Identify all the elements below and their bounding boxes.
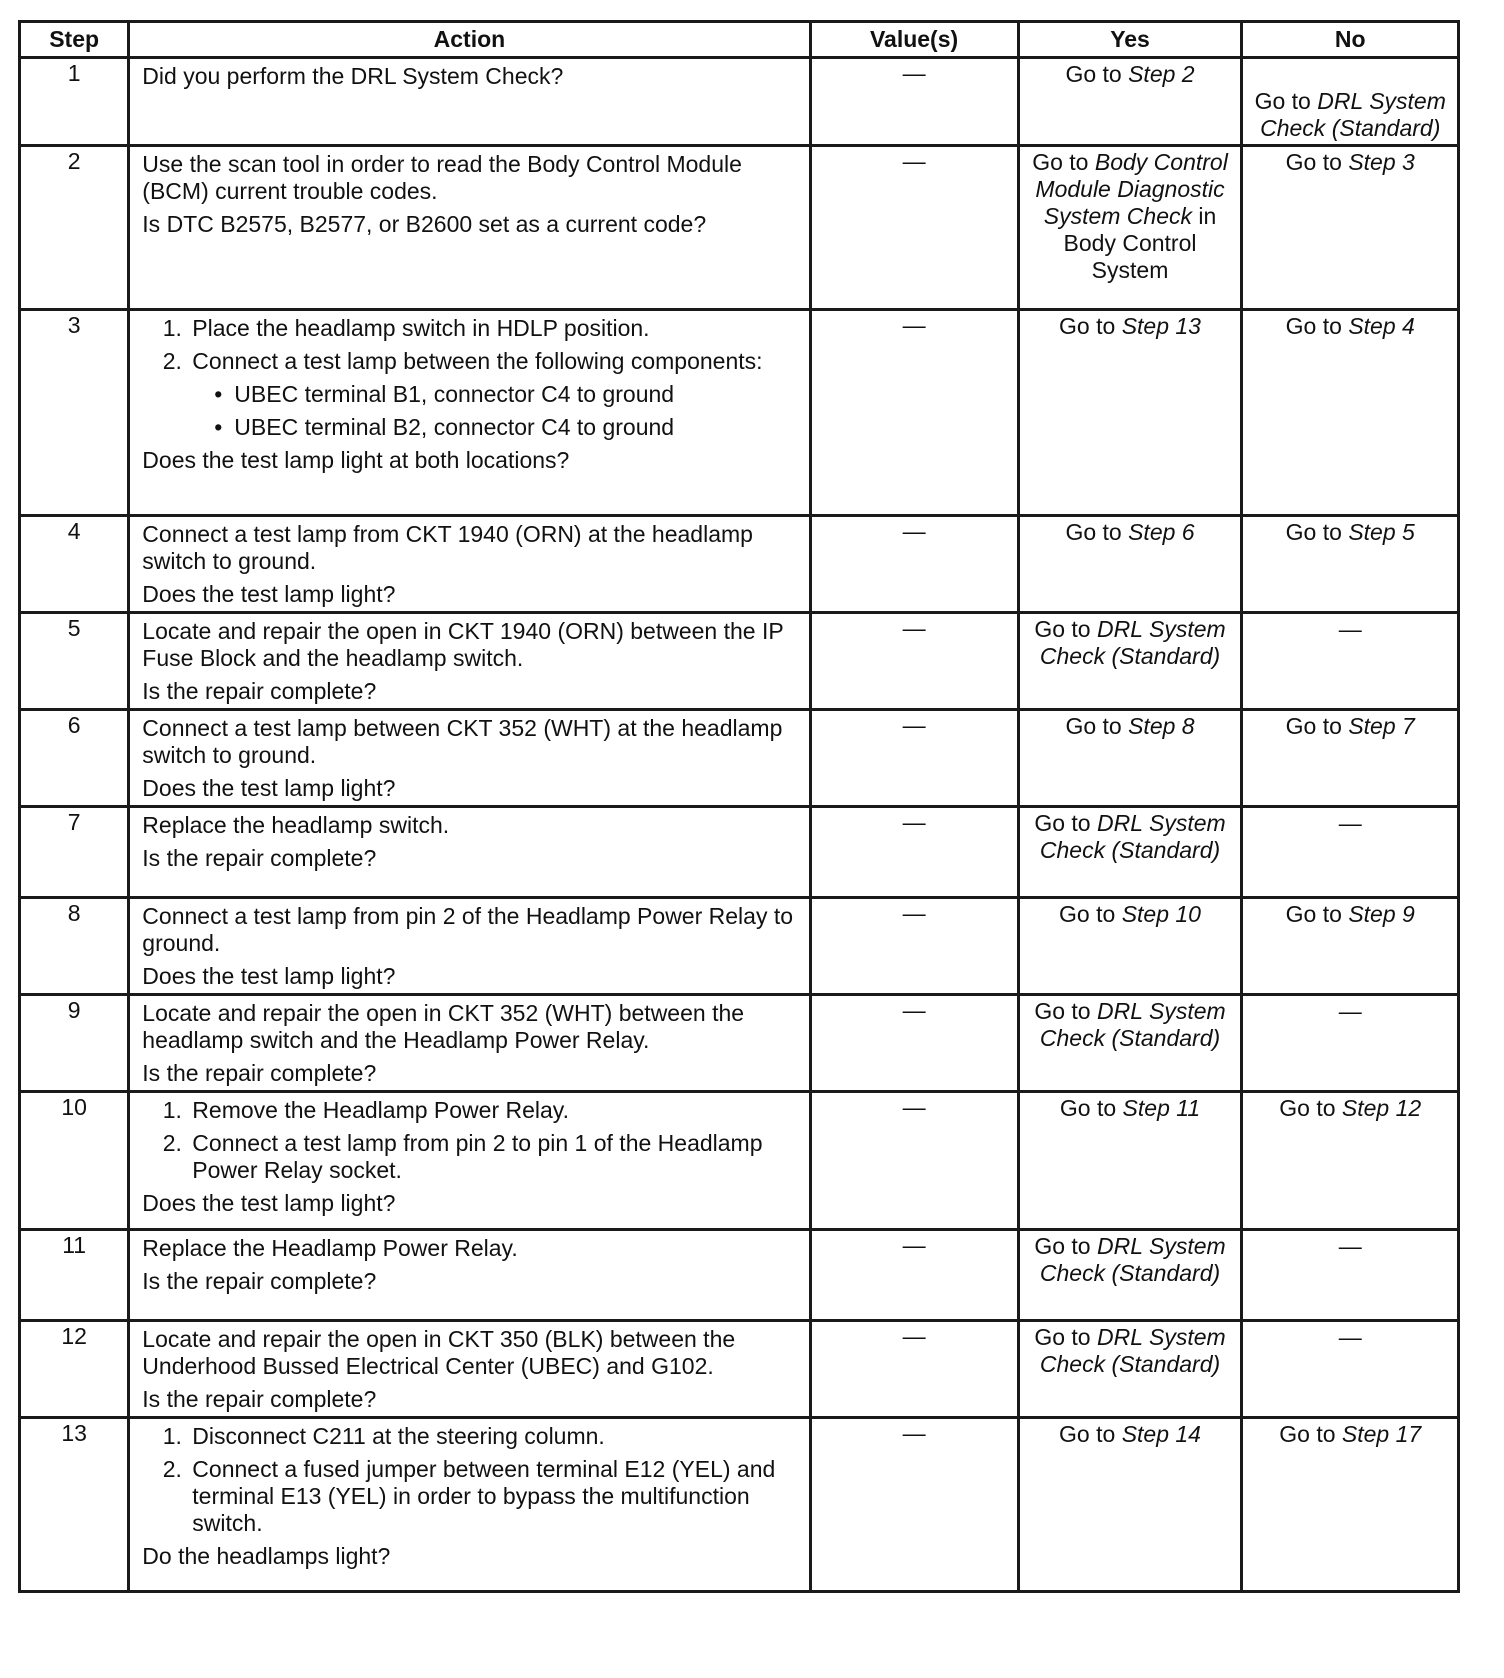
yes-cell: Go to DRL System Check (Standard) (1018, 1321, 1242, 1418)
action-cell (129, 58, 810, 146)
action-instruction: Use the scan tool in order to read the Body Control Module (BCM) current trouble codes. (142, 151, 742, 204)
action-question: Is the repair complete? (142, 1386, 377, 1412)
yes-cell: Go to DRL System Check (Standard) (1018, 807, 1242, 898)
step-number: 10 (20, 1092, 129, 1230)
action-question: Does the test lamp light? (142, 775, 396, 801)
table-row (20, 1418, 1459, 1592)
action-cell (129, 516, 810, 613)
value-cell: — (810, 898, 1018, 995)
yes-cell: Go to Step 11 (1018, 1092, 1242, 1230)
no-cell: — (1242, 1321, 1459, 1418)
action-cell (129, 146, 810, 310)
value-cell: — (810, 1092, 1018, 1230)
table-row (20, 807, 1459, 898)
action-cell (129, 310, 810, 516)
step-number: 1 (20, 58, 129, 146)
step-number: 9 (20, 995, 129, 1092)
yes-cell: Go to Step 2 (1018, 58, 1242, 146)
table-row (20, 146, 1459, 310)
action-question: Does the test lamp light at both locations? (142, 447, 570, 473)
action-step: 2. Connect a test lamp from pin 2 to pin 1 of the Headlamp Power Relay socket. (188, 1130, 800, 1184)
action-substeps (192, 381, 800, 441)
step-number: 5 (20, 613, 129, 710)
action-question: Does the test lamp light? (142, 581, 396, 607)
action-step: 1. Place the headlamp switch in HDLP position. (188, 315, 800, 342)
action-substep: • UBEC terminal B2, connector C4 to ground (230, 414, 800, 441)
table-row (20, 710, 1459, 807)
value-cell: — (810, 1418, 1018, 1592)
diagnostic-table (18, 20, 1460, 1593)
no-cell: — (1242, 807, 1459, 898)
no-cell: Go to Step 9 (1242, 898, 1459, 995)
table-row (20, 898, 1459, 995)
step-number: 6 (20, 710, 129, 807)
action-cell (129, 1092, 810, 1230)
table-row (20, 1321, 1459, 1418)
action-question: Is the repair complete? (142, 1268, 377, 1294)
action-cell (129, 807, 810, 898)
value-cell: — (810, 807, 1018, 898)
table-row (20, 1230, 1459, 1321)
action-steps (142, 1097, 800, 1184)
action-question: Does the test lamp light? (142, 1190, 396, 1216)
step-number: 13 (20, 1418, 129, 1592)
no-cell: Go to Step 7 (1242, 710, 1459, 807)
action-question: Is the repair complete? (142, 845, 377, 871)
header-yes: Yes (1018, 22, 1242, 58)
action-question: Did you perform the DRL System Check? (142, 63, 564, 89)
action-instruction: Connect a test lamp from CKT 1940 (ORN) at the headlamp switch to ground. (142, 521, 753, 574)
table-row (20, 516, 1459, 613)
no-cell: Go to Step 12 (1242, 1092, 1459, 1230)
action-steps (142, 1423, 800, 1537)
value-cell: — (810, 710, 1018, 807)
no-cell: Go to Step 5 (1242, 516, 1459, 613)
yes-cell: Go to Step 6 (1018, 516, 1242, 613)
action-question: Do the headlamps light? (142, 1543, 391, 1569)
yes-cell: Go to Step 8 (1018, 710, 1242, 807)
step-number: 12 (20, 1321, 129, 1418)
value-cell: — (810, 146, 1018, 310)
no-cell: Go to Step 3 (1242, 146, 1459, 310)
table-row (20, 1092, 1459, 1230)
action-cell (129, 1230, 810, 1321)
no-cell: Go to Step 4 (1242, 310, 1459, 516)
header-no: No (1242, 22, 1459, 58)
action-instruction: Connect a test lamp from pin 2 of the Headlamp Power Relay to ground. (142, 903, 794, 956)
action-question: Does the test lamp light? (142, 963, 396, 989)
action-instruction: Replace the headlamp switch. (142, 812, 450, 838)
yes-cell: Go to Step 10 (1018, 898, 1242, 995)
action-cell (129, 1321, 810, 1418)
no-cell: — (1242, 613, 1459, 710)
step-number: 8 (20, 898, 129, 995)
step-number: 4 (20, 516, 129, 613)
header-values: Value(s) (810, 22, 1018, 58)
action-step: 2. Connect a fused jumper between terminal E12 (YEL) and terminal E13 (YEL) in order to bypass the multifunction switch. (188, 1456, 800, 1537)
yes-cell: Go to DRL System Check (Standard) (1018, 613, 1242, 710)
no-cell: Go to DRL System Check (Standard) (1242, 58, 1459, 146)
step-number: 3 (20, 310, 129, 516)
value-cell: — (810, 1230, 1018, 1321)
table-row (20, 310, 1459, 516)
action-instruction: Connect a test lamp between CKT 352 (WHT) at the headlamp switch to ground. (142, 715, 783, 768)
no-cell: — (1242, 995, 1459, 1092)
yes-cell: Go to DRL System Check (Standard) (1018, 1230, 1242, 1321)
value-cell: — (810, 995, 1018, 1092)
header-step: Step (20, 22, 129, 58)
action-instruction: Locate and repair the open in CKT 350 (BLK) between the Underhood Bussed Electrical Center (UBEC) and G102. (142, 1326, 736, 1379)
step-number: 7 (20, 807, 129, 898)
header-action: Action (129, 22, 810, 58)
no-cell: — (1242, 1230, 1459, 1321)
value-cell: — (810, 310, 1018, 516)
value-cell: — (810, 613, 1018, 710)
no-cell: Go to Step 17 (1242, 1418, 1459, 1592)
table-row (20, 613, 1459, 710)
yes-cell: Go to Step 13 (1018, 310, 1242, 516)
yes-cell: Go to DRL System Check (Standard) (1018, 995, 1242, 1092)
value-cell: — (810, 1321, 1018, 1418)
action-steps (142, 315, 800, 441)
action-step: 1. Disconnect C211 at the steering column. (188, 1423, 800, 1450)
action-step: 2. Connect a test lamp between the following components: • UBEC terminal B1, connector C4 to ground • UBEC terminal B2, connector C4 to ground (188, 348, 800, 441)
action-cell (129, 995, 810, 1092)
step-number: 11 (20, 1230, 129, 1321)
action-cell (129, 898, 810, 995)
action-cell (129, 613, 810, 710)
action-question: Is the repair complete? (142, 1060, 377, 1086)
table-row (20, 58, 1459, 146)
yes-cell: Go to Body Control Module Diagnostic System Check in Body Control System (1018, 146, 1242, 310)
action-instruction: Locate and repair the open in CKT 352 (WHT) between the headlamp switch and the Headlamp Power Relay. (142, 1000, 745, 1053)
table-row (20, 995, 1459, 1092)
action-substep: • UBEC terminal B1, connector C4 to ground (230, 381, 800, 408)
yes-cell: Go to Step 14 (1018, 1418, 1242, 1592)
action-instruction: Locate and repair the open in CKT 1940 (ORN) between the IP Fuse Block and the headlamp switch. (142, 618, 784, 671)
action-question: Is the repair complete? (142, 678, 377, 704)
action-cell (129, 710, 810, 807)
action-step: 1. Remove the Headlamp Power Relay. (188, 1097, 800, 1124)
step-number: 2 (20, 146, 129, 310)
action-question: Is DTC B2575, B2577, or B2600 set as a current code? (142, 211, 707, 237)
action-instruction: Replace the Headlamp Power Relay. (142, 1235, 518, 1261)
header-row (20, 22, 1459, 58)
value-cell: — (810, 58, 1018, 146)
action-cell (129, 1418, 810, 1592)
value-cell: — (810, 516, 1018, 613)
